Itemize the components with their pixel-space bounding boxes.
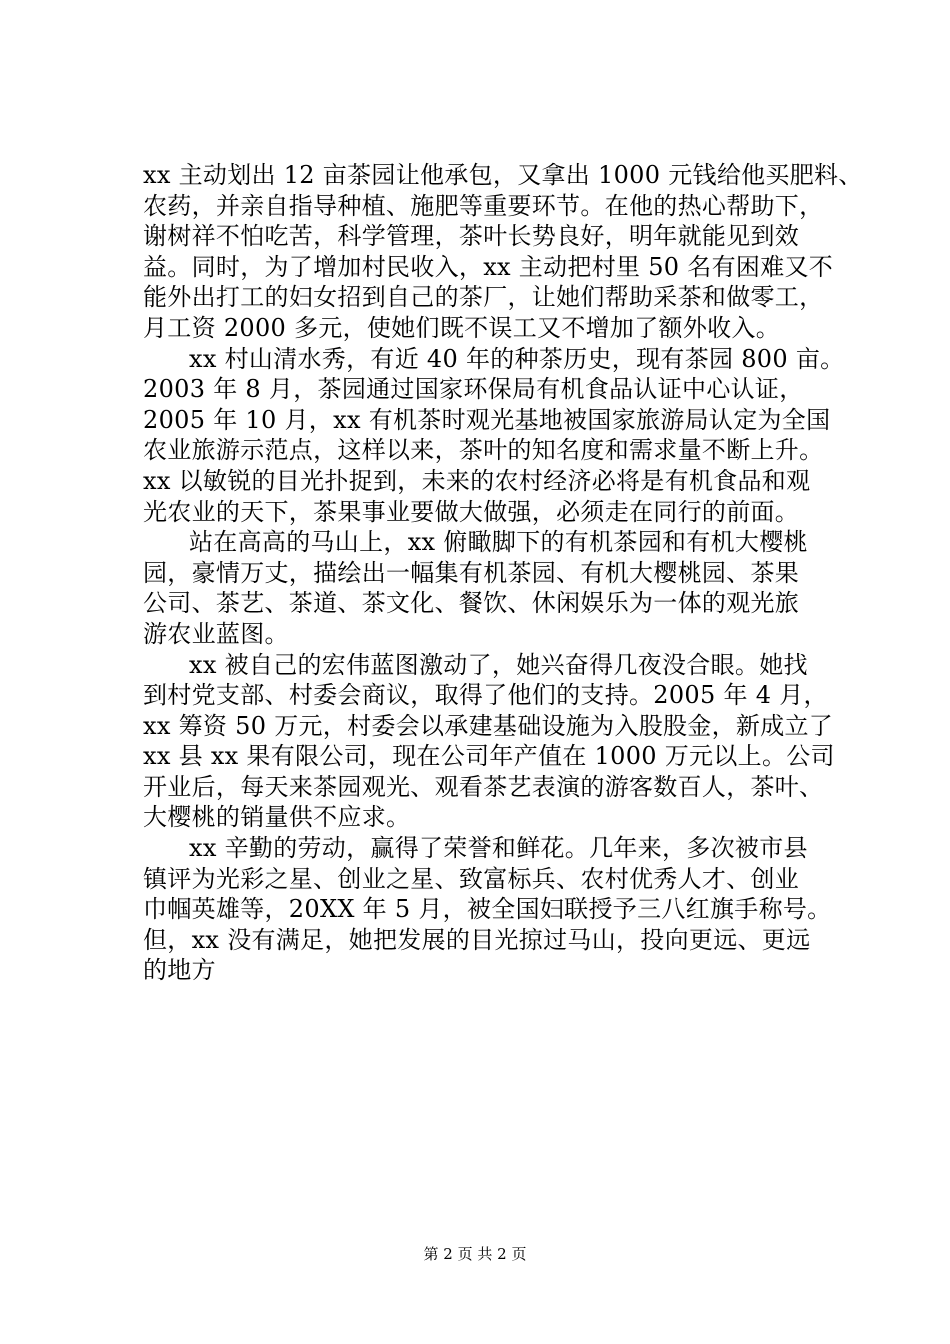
paragraph bbox=[143, 160, 863, 344]
text-line: 到村党支部、村委会商议，取得了他们的支持。2005 年 4 月， bbox=[143, 681, 828, 710]
text-line: 巾帼英雄等，20XX 年 5 月，被全国妇联授予三八红旗手称号。 bbox=[143, 895, 832, 924]
text-line: 能外出打工的妇女招到自己的茶厂，让她们帮助采茶和做零工， bbox=[143, 283, 824, 312]
text-line: 2003 年 8 月，茶园通过国家环保局有机食品认证中心认证， bbox=[143, 375, 804, 404]
paragraph bbox=[143, 650, 843, 834]
text-line: 游农业蓝图。 bbox=[143, 619, 289, 648]
text-line: 公司、茶艺、茶道、茶文化、餐饮、休闲娱乐为一体的观光旅 bbox=[143, 589, 800, 618]
text-line: 农药，并亲自指导种植、施肥等重要环节。在他的热心帮助下， bbox=[143, 191, 824, 220]
text-line: xx 县 xx 果有限公司，现在公司年产值在 1000 万元以上。公司 bbox=[143, 742, 835, 771]
text-line: 益。同时，为了增加村民收入，xx 主动把村里 50 名有困难又不 bbox=[143, 252, 834, 281]
text-line: 开业后，每天来茶园观光、观看茶艺表演的游客数百人，茶叶、 bbox=[143, 772, 824, 801]
text-line: 的地方 bbox=[143, 956, 216, 985]
text-line: xx 村山清水秀，有近 40 年的种茶历史，现有茶园 800 亩。 bbox=[189, 344, 845, 373]
text-line: xx 辛勤的劳动，赢得了荣誉和鲜花。几年来，多次被市县 bbox=[189, 834, 808, 863]
text-line: 但，xx 没有满足，她把发展的目光掠过马山，投向更远、更远 bbox=[143, 925, 811, 954]
page-footer: 第 2 页 共 2 页 bbox=[423, 1245, 527, 1263]
text-line: 园，豪情万丈，描绘出一幅集有机茶园、有机大樱桃园、茶果 bbox=[143, 558, 800, 587]
document-body bbox=[143, 160, 863, 986]
text-line: 月工资 2000 多元，使她们既不误工又不增加了额外收入。 bbox=[143, 313, 781, 342]
paragraph bbox=[143, 527, 843, 649]
text-line: 大樱桃的销量供不应求。 bbox=[143, 803, 411, 832]
text-line: 站在高高的马山上，xx 俯瞰脚下的有机茶园和有机大樱桃 bbox=[189, 528, 808, 557]
text-line: xx 以敏锐的目光扑捉到，未来的农村经济必将是有机食品和观 bbox=[143, 466, 811, 495]
text-line: xx 筹资 50 万元，村委会以承建基础设施为入股股金，新成立了 bbox=[143, 711, 834, 740]
text-line: 2005 年 10 月，xx 有机茶时观光基地被国家旅游局认定为全国 bbox=[143, 405, 831, 434]
paragraph bbox=[143, 344, 843, 528]
text-line: 光农业的天下，茶果事业要做大做强，必须走在同行的前面。 bbox=[143, 497, 800, 526]
text-line: 谢树祥不怕吃苦，科学管理，茶叶长势良好，明年就能见到效 bbox=[143, 222, 800, 251]
text-line: 镇评为光彩之星、创业之星、致富标兵、农村优秀人才、创业 bbox=[143, 864, 800, 893]
text-line: 农业旅游示范点，这样以来，茶叶的知名度和需求量不断上升。 bbox=[143, 436, 824, 465]
text-line: xx 主动划出 12 亩茶园让他承包，又拿出 1000 元钱给他买肥料、 bbox=[143, 161, 863, 189]
text-line: xx 被自己的宏伟蓝图激动了，她兴奋得几夜没合眼。她找 bbox=[189, 650, 808, 679]
paragraph bbox=[143, 833, 843, 986]
